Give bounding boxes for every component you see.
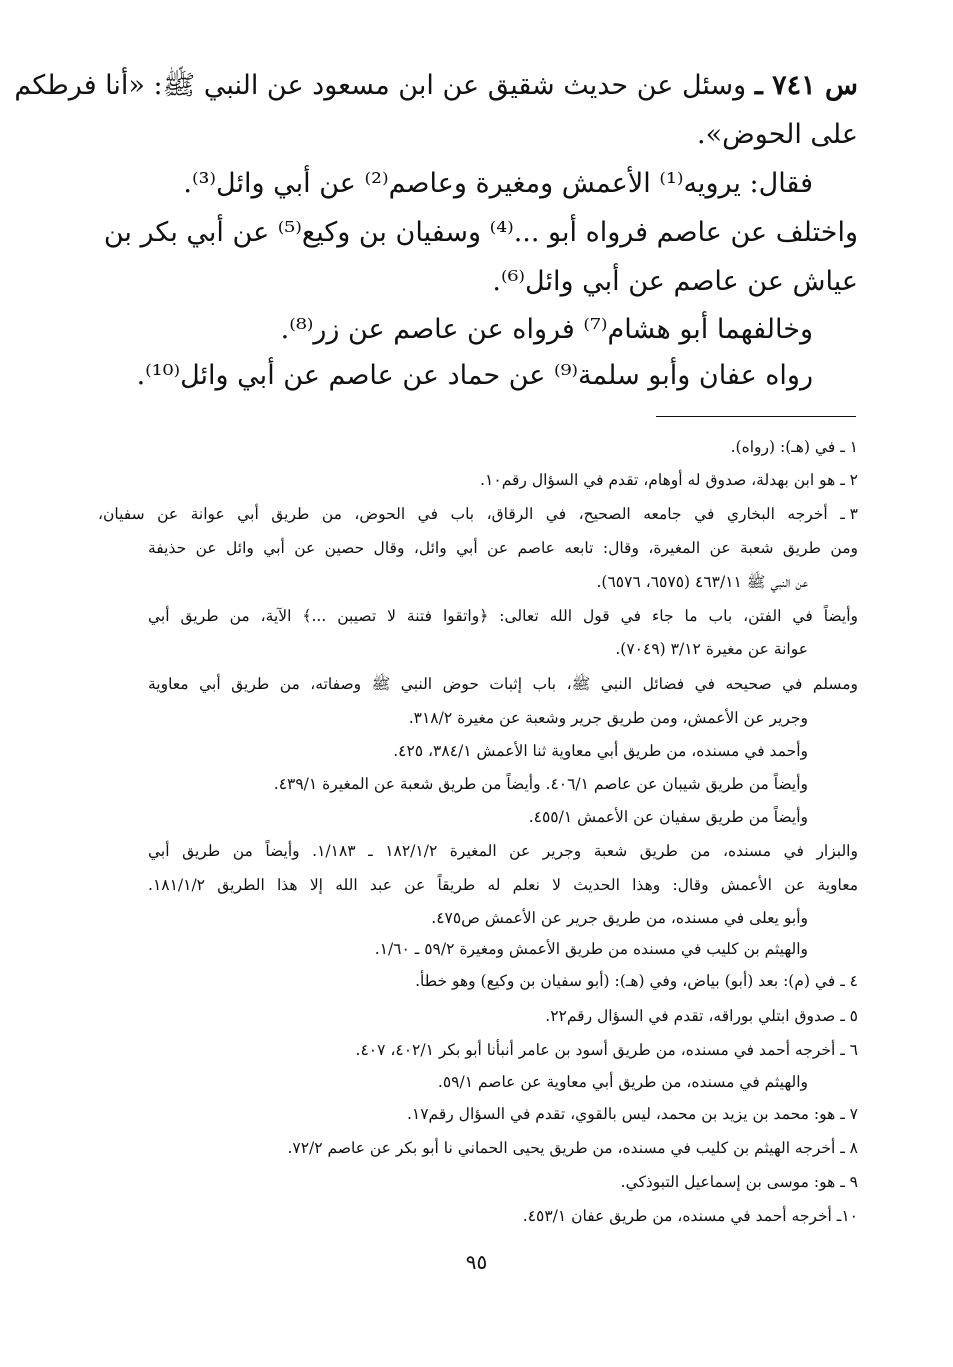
footnote-line: معاوية عن الأعمش وقال: وهذا الحديث لا نعلم له طريقاً عن عبد الله إلا هذا الطريق ١٨١/١/٢.	[148, 876, 858, 894]
footnote-text: صدوق ابتلي بوراقه، تقدم في السؤال رقم٢٢.	[545, 1007, 836, 1025]
page-number: ٩٥	[465, 1250, 488, 1274]
footnote-line: وأيضاً في الفتن، باب ما جاء في قول الله تعالى: ﴿واتقوا فتنة لا تصيبن ...﴾ الآية، من طريق أبي	[148, 607, 858, 625]
footnote-line: وأحمد في مسنده، من طريق أبي معاوية ثنا الأعمش ٣٨٤/١، ٤٢٥.	[393, 742, 808, 760]
footnote-text: هو ابن بهدلة، صدوق له أوهام، تقدم في السؤال رقم١٠.	[480, 471, 836, 489]
footnote-number: ٣ ـ	[840, 505, 858, 523]
main-text-content: وسئل عن حديث شقيق عن ابن مسعود عن النبي ﷺ: «أنا فرطكم	[14, 70, 747, 101]
question-number: س ٧٤١ ـ	[754, 70, 858, 101]
footnote-line: والهيثم بن كليب في مسنده من طريق الأعمش ومغيرة ٥٩/٢ ـ ١/٦٠.	[374, 940, 808, 958]
footnote-line	[545, 1003, 858, 1029]
main-text-line: وخالفهما أبو هشام⁽⁷⁾ فرواه عن عاصم عن زر⁽⁸⁾.	[280, 314, 813, 345]
footnote-line	[98, 501, 858, 527]
footnote-text: أخرجه الهيثم بن كليب في مسنده، من طريق يحيى الحماني نا أبو بكر عن عاصم ٧٢/٢.	[287, 1139, 836, 1157]
main-text-line: فقال: يرويه⁽¹⁾ الأعمش ومغيرة وعاصم⁽²⁾ عن أبي وائل⁽³⁾.	[183, 168, 813, 199]
footnote-number: ١٠ـ	[836, 1207, 858, 1225]
footnote-text: في (م): بعد (أبو) بياض، وفي (هـ): (أبو سفيان بن وكيع) وهو خطأ.	[415, 972, 836, 990]
footnote-text: هو: موسى بن إسماعيل التبوذكي.	[620, 1173, 836, 1191]
footnote-line: وجرير عن الأعمش، ومن طريق جرير وشعبة عن مغيرة ٣١٨/٢.	[408, 709, 808, 727]
footnote-text: هو: محمد بن يزيد بن محمد، ليس بالقوي، تقدم في السؤال رقم١٧.	[406, 1105, 836, 1123]
footnote-number: ٨ ـ	[840, 1139, 858, 1157]
footnote-number: ٢ ـ	[840, 471, 858, 489]
footnote-number: ٩ ـ	[840, 1173, 858, 1191]
footnote-line	[415, 968, 858, 994]
footnote-number: ٤ ـ	[840, 972, 858, 990]
footnote-line	[287, 1135, 858, 1161]
footnote-line	[523, 1203, 858, 1229]
footnote-number: ١ ـ	[840, 438, 858, 456]
footnote-number: ٦ ـ	[840, 1041, 858, 1059]
footnote-text: أخرجه أحمد في مسنده، من طريق عفان ٤٥٣/١.	[522, 1207, 832, 1225]
footnote-line	[621, 1169, 858, 1195]
footnote-line: ومن طريق شعبة عن المغيرة، وقال: تابعه عاصم عن أبي وائل، وقال حصين عن أبي وائل عن حذيفة	[148, 539, 858, 557]
footnote-line: وأيضاً من طريق سفيان عن الأعمش ٤٥٥/١.	[528, 808, 808, 826]
footnote-separator	[656, 416, 856, 417]
footnote-line	[356, 1037, 858, 1063]
footnote-line: عن النبي ﷺ ٤٦٣/١١ (٦٥٧٥، ٦٥٧٦).	[596, 573, 808, 591]
footnote-line: وأبو يعلى في مسنده، من طريق جرير عن الأعمش ص٤٧٥.	[431, 909, 808, 927]
footnote-line: ومسلم في صحيحه في فضائل النبي ﷺ، باب إثبات حوض النبي ﷺ وصفاته، من طريق أبي معاوية	[148, 675, 858, 693]
footnote-text: أخرجه البخاري في جامعه الصحيح، في الرقاق، باب في الحوض، من طريق أبي عوانة عن سفيان،	[98, 505, 828, 523]
footnote-line	[407, 1101, 858, 1127]
main-text-line: واختلف عن عاصم فرواه أبو ...⁽⁴⁾ وسفيان بن وكيع⁽⁵⁾ عن أبي بكر بن	[103, 217, 858, 248]
footnote-line: عوانة عن مغيرة ٣/١٢ (٧٠٤٩).	[615, 640, 808, 658]
footnote-line: وأيضاً من طريق شيبان عن عاصم ٤٠٦/١. وأيضاً من طريق شعبة عن المغيرة ٤٣٩/١.	[273, 775, 808, 793]
footnote-line: والبزار في مسنده، من طريق شعبة وجرير عن المغيرة ١٨٢/١/٢ ـ ١/١٨٣. وأيضاً من طريق أبي	[148, 842, 858, 860]
footnote-line: والهيثم في مسنده، من طريق أبي معاوية عن عاصم ٥٩/١.	[437, 1073, 808, 1091]
main-text-line: على الحوض».	[697, 119, 858, 150]
footnote-line	[731, 434, 858, 460]
footnote-text: في (هـ): (رواه).	[730, 438, 836, 456]
main-text-line: عياش عن عاصم عن أبي وائل⁽⁶⁾.	[492, 266, 858, 297]
main-text-line: رواه عفان وأبو سلمة⁽⁹⁾ عن حماد عن عاصم عن أبي وائل⁽¹⁰⁾.	[136, 360, 813, 391]
footnote-text: أخرجه أحمد في مسنده، من طريق أسود بن عامر أنبأنا أبو بكر ٤٠٢/١، ٤٠٧.	[355, 1041, 836, 1059]
footnote-number: ٧ ـ	[840, 1105, 858, 1123]
footnote-number: ٥ ـ	[840, 1007, 858, 1025]
main-text-line	[14, 66, 858, 106]
footnote-line	[480, 467, 858, 493]
